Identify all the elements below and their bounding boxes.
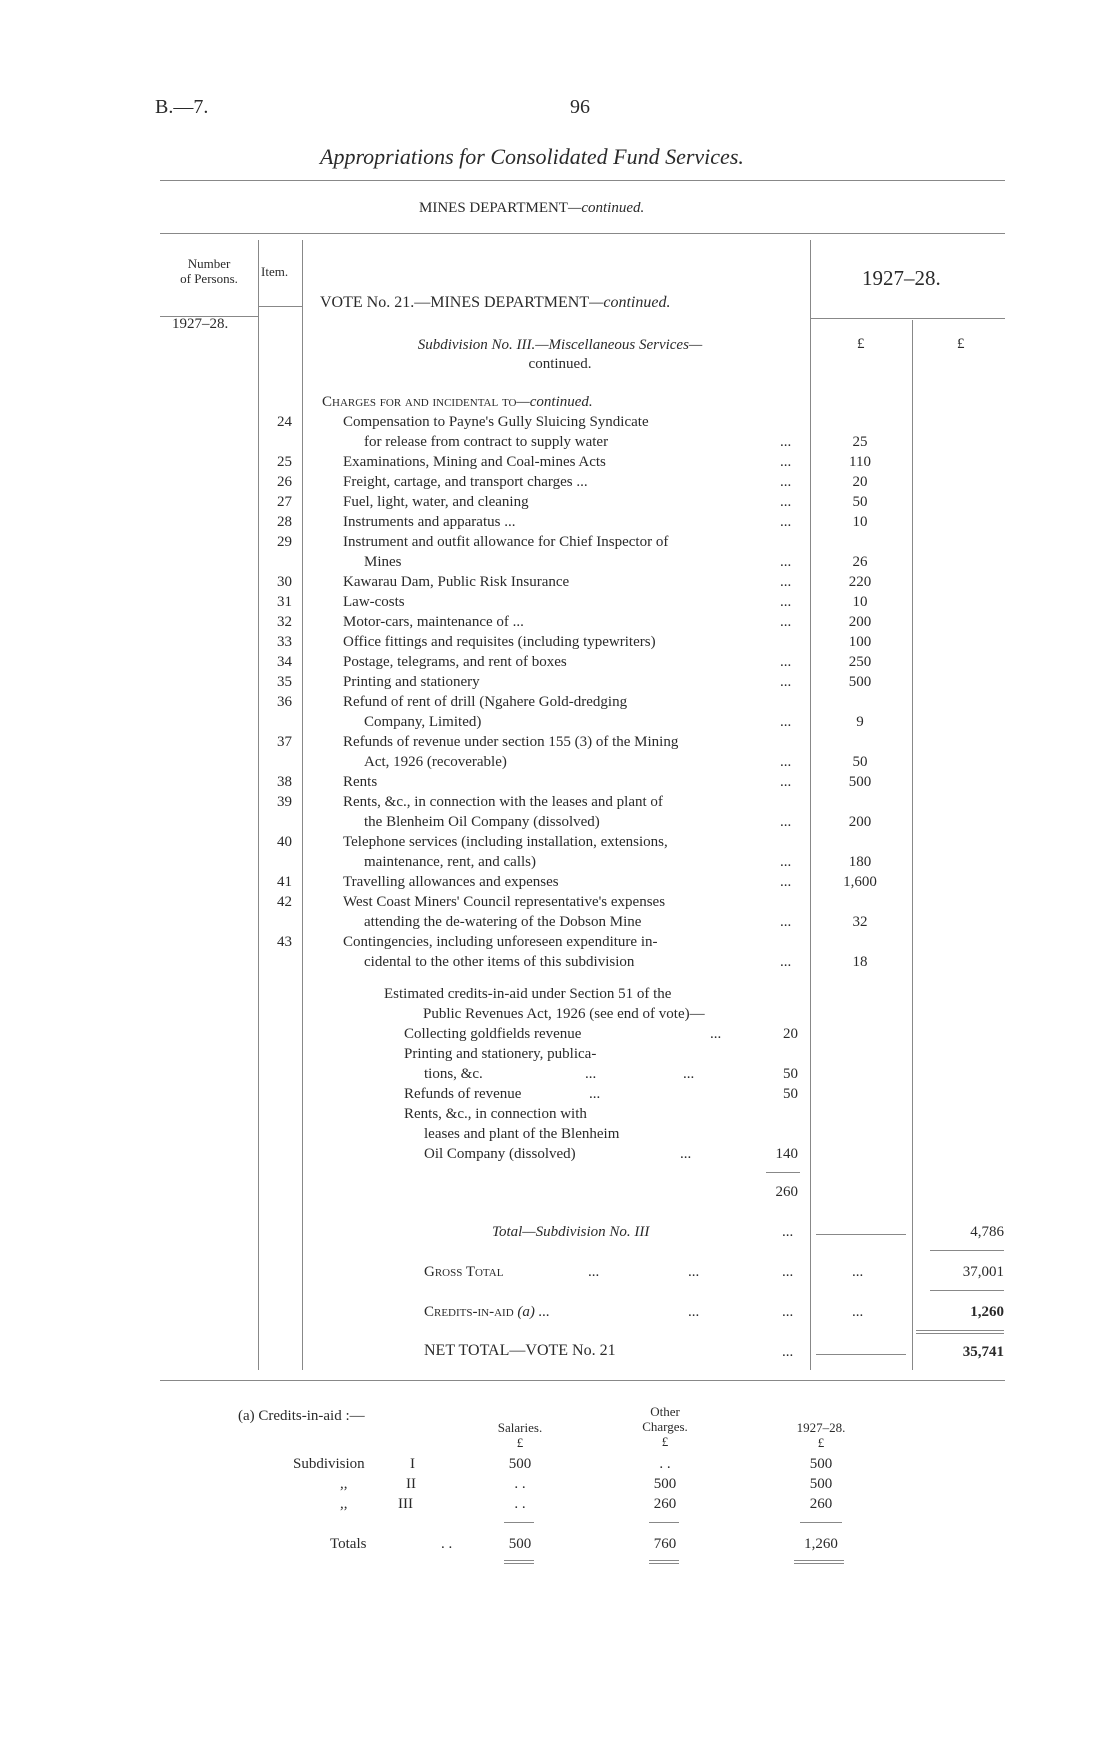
item-description: Contingencies, including unforeseen expenditure in- <box>343 934 658 950</box>
fn-row-number: II <box>406 1476 416 1492</box>
item-number: 31 <box>277 594 292 610</box>
item-number: 39 <box>277 794 292 810</box>
fn-dbl-oth-a <box>649 1560 679 1561</box>
item-number: 38 <box>277 774 292 790</box>
item-description-cont: for release from contract to supply water <box>364 434 609 450</box>
item-amount: 250 <box>848 654 872 670</box>
item-dots: ... <box>780 954 792 970</box>
credit-c-dots: ... <box>589 1086 601 1102</box>
gross-dots4: ... <box>852 1264 864 1280</box>
fn-totals-other: 760 <box>653 1536 677 1552</box>
fn-row-label: ,, <box>340 1496 348 1512</box>
persons-header <box>160 256 258 286</box>
credit-b-dots1: ... <box>585 1066 597 1082</box>
col-rule-amt2 <box>912 320 913 1370</box>
item-number: 28 <box>277 514 292 530</box>
fn-dbl-sal-b <box>504 1563 534 1564</box>
item-amount: 20 <box>852 474 868 490</box>
item-description-cont: Company, Limited) <box>364 714 482 730</box>
item-dots: ... <box>780 814 792 830</box>
item-amount: 26 <box>852 554 868 570</box>
subdivision-title: Subdivision No. III.—Miscellaneous Services— <box>417 337 703 353</box>
item-dots: ... <box>780 714 792 730</box>
credit-a-amount: 20 <box>783 1026 798 1042</box>
fn-row-total: 500 <box>809 1456 833 1472</box>
net-dots: ... <box>782 1344 794 1360</box>
credit-c-label: Refunds of revenue <box>404 1086 522 1102</box>
fn-totals-label: Totals <box>330 1536 367 1552</box>
item-description: West Coast Miners' Council representative's expenses <box>343 894 666 910</box>
item-amount: 500 <box>848 674 872 690</box>
persons-header-l2: of Persons. <box>180 271 238 286</box>
item-dots: ... <box>780 454 792 470</box>
net-dash <box>816 1354 906 1355</box>
credit-c-amount: 50 <box>783 1086 798 1102</box>
item-number: 40 <box>277 834 292 850</box>
item-number: 43 <box>277 934 292 950</box>
item-amount: 25 <box>852 434 868 450</box>
charges-heading <box>322 394 593 411</box>
item-number: 33 <box>277 634 292 650</box>
item-dots: ... <box>780 674 792 690</box>
item-description: Examinations, Mining and Coal-mines Acts <box>343 454 606 470</box>
credits-dots3: ... <box>852 1304 864 1320</box>
page-ref: B.—7. <box>155 96 209 118</box>
fn-dbl-tot-b <box>794 1563 844 1564</box>
item-number: 34 <box>277 654 292 670</box>
col-rule-item <box>302 240 303 1370</box>
credit-d-label3: Oil Company (dissolved) <box>424 1146 576 1162</box>
item-amount: 180 <box>848 854 872 870</box>
fn-pound-other: £ <box>661 1434 669 1449</box>
fn-head-salaries <box>480 1420 560 1450</box>
item-description: Office fittings and requisites (including typewriters) <box>343 634 656 650</box>
page-number: 96 <box>570 96 590 118</box>
pound-col2: £ <box>957 336 965 352</box>
fn-dbl-sal-a <box>504 1560 534 1561</box>
fn-row-salaries: 500 <box>508 1456 532 1472</box>
credits-sum-rule <box>766 1172 800 1173</box>
fn-row-total: 500 <box>809 1476 833 1492</box>
item-description: Printing and stationery <box>343 674 480 690</box>
col-rule-persons <box>258 240 259 1370</box>
item-amount: 110 <box>849 454 871 470</box>
subtotal-dash <box>816 1234 906 1235</box>
item-number: 35 <box>277 674 292 690</box>
fn-row-other: . . <box>659 1456 671 1472</box>
fn-head-salaries-text: Salaries. <box>497 1420 543 1435</box>
credit-b-label1: Printing and stationery, publica- <box>404 1046 597 1062</box>
item-number: 26 <box>277 474 292 490</box>
dept-heading <box>419 200 644 217</box>
item-dots: ... <box>780 594 792 610</box>
credit-d-label1: Rents, &c., in connection with <box>404 1106 587 1122</box>
item-amount: 500 <box>848 774 872 790</box>
persons-header-l1: Number <box>187 256 231 271</box>
item-number: 37 <box>277 734 292 750</box>
gross-dots3: ... <box>782 1264 794 1280</box>
fn-row-label: ,, <box>340 1476 348 1492</box>
gross-total-amount: 37,001 <box>962 1264 1004 1280</box>
item-description: Refund of rent of drill (Ngahere Gold-dredging <box>343 694 628 710</box>
item-description: Motor-cars, maintenance of ... <box>343 614 524 630</box>
item-dots: ... <box>780 914 792 930</box>
net-total-amount: 35,741 <box>962 1344 1004 1360</box>
item-description: Rents, &c., in connection with the leases and plant of <box>343 794 663 810</box>
fn-rule-tot <box>800 1522 842 1523</box>
item-description: Freight, cartage, and transport charges ... <box>343 474 588 490</box>
item-number: 42 <box>277 894 292 910</box>
item-number: 25 <box>277 454 292 470</box>
subtotal-dots: ... <box>782 1224 794 1240</box>
item-description: Compensation to Payne's Gully Sluicing Syndicate <box>343 414 649 430</box>
col-rule-amt1 <box>810 240 811 1370</box>
subtotal-label: Total—Subdivision No. III <box>492 1224 650 1240</box>
item-description-cont: attending the de-watering of the Dobson Mine <box>364 914 642 930</box>
credit-a-label: Collecting goldfields revenue <box>404 1026 582 1042</box>
fn-row-other: 500 <box>653 1476 677 1492</box>
credits-line1: Estimated credits-in-aid under Section 51 of the <box>384 986 672 1002</box>
fn-totals-salaries: 500 <box>508 1536 532 1552</box>
item-description: Instrument and outfit allowance for Chief Inspector of <box>343 534 669 550</box>
page-title: Appropriations for Consolidated Fund Services. <box>320 144 744 169</box>
credit-b-dots2: ... <box>683 1066 695 1082</box>
credit-b-label2: tions, &c. <box>424 1066 483 1082</box>
item-amount: 18 <box>852 954 868 970</box>
credit-d-label2: leases and plant of the Blenheim <box>424 1126 620 1142</box>
gross-rule <box>930 1290 1004 1291</box>
item-dots: ... <box>780 514 792 530</box>
item-description-cont: Mines <box>364 554 402 570</box>
item-dots: ... <box>780 874 792 890</box>
pound-col1: £ <box>857 336 865 352</box>
charges-continued: —continued. <box>516 394 593 410</box>
item-amount: 100 <box>848 634 872 650</box>
item-number: 30 <box>277 574 292 590</box>
item-dots: ... <box>780 494 792 510</box>
item-description-cont: Act, 1926 (recoverable) <box>364 754 507 770</box>
item-description: Law-costs <box>343 594 405 610</box>
subdivision-continued: continued. <box>528 356 592 372</box>
item-description-cont: the Blenheim Oil Company (dissolved) <box>364 814 600 830</box>
credit-d-amount: 140 <box>775 1146 798 1162</box>
item-description: Rents <box>343 774 378 790</box>
item-dots: ... <box>780 774 792 790</box>
dept-rule <box>160 233 1005 234</box>
item-amount: 200 <box>848 814 872 830</box>
credit-d-dots: ... <box>680 1146 692 1162</box>
item-amount: 10 <box>852 514 868 530</box>
item-dots: ... <box>780 574 792 590</box>
net-total-label: NET TOTAL—VOTE No. 21 <box>424 1342 616 1359</box>
footnote-title: (a) Credits-in-aid :— <box>238 1408 365 1424</box>
fn-rule-sal <box>504 1522 534 1523</box>
item-dots: ... <box>780 434 792 450</box>
item-description-cont: cidental to the other items of this subdivision <box>364 954 635 970</box>
credits-rule-a <box>916 1330 1004 1331</box>
gross-dots1: ... <box>588 1264 600 1280</box>
item-dots: ... <box>780 754 792 770</box>
item-number: 29 <box>277 534 292 550</box>
item-description: Telephone services (including installation, extensions, <box>343 834 668 850</box>
fn-row-other: 260 <box>653 1496 677 1512</box>
item-description-cont: maintenance, rent, and calls) <box>364 854 537 870</box>
fn-rule-oth <box>649 1522 679 1523</box>
fn-head-other-l2: Charges. <box>642 1419 688 1434</box>
vote-title: VOTE No. 21.—MINES DEPARTMENT <box>320 294 590 311</box>
item-head-rule <box>258 306 302 307</box>
item-number: 24 <box>277 414 292 430</box>
year-header: 1927–28. <box>862 266 941 290</box>
fn-head-year-text: 1927–28. <box>796 1420 846 1435</box>
item-description: Kawarau Dam, Public Risk Insurance <box>343 574 570 590</box>
item-description: Refunds of revenue under section 155 (3) of the Mining <box>343 734 679 750</box>
credits-in-aid-amount: 1,260 <box>970 1304 1004 1320</box>
fn-pound-salaries: £ <box>516 1435 524 1450</box>
item-amount: 220 <box>848 574 872 590</box>
vote-heading <box>320 294 670 312</box>
credits-rule-b <box>916 1333 1004 1334</box>
fn-row-total: 260 <box>809 1496 833 1512</box>
item-amount: 50 <box>852 754 868 770</box>
credits-dots2: ... <box>782 1304 794 1320</box>
credits-in-aid-label: Credits-in-aid <box>424 1304 514 1320</box>
dept-name: MINES DEPARTMENT <box>419 200 568 216</box>
fn-row-label: Subdivision <box>293 1456 365 1472</box>
fn-pound-year: £ <box>817 1435 825 1450</box>
vote-continued: —continued. <box>589 294 671 311</box>
item-number: 32 <box>277 614 292 630</box>
table-bottom-rule <box>160 1380 1005 1381</box>
fn-head-other <box>625 1404 705 1449</box>
item-dots: ... <box>780 474 792 490</box>
credits-sum: 260 <box>775 1184 798 1200</box>
item-dots: ... <box>780 614 792 630</box>
credit-b-amount: 50 <box>783 1066 798 1082</box>
item-description: Fuel, light, water, and cleaning <box>343 494 529 510</box>
subtotal-rule <box>930 1250 1004 1251</box>
item-amount: 1,600 <box>843 874 877 890</box>
item-dots: ... <box>780 854 792 870</box>
fn-row-salaries: . . <box>514 1476 526 1492</box>
fn-row-number: III <box>398 1496 413 1512</box>
fn-head-year <box>781 1420 861 1450</box>
item-amount: 10 <box>852 594 868 610</box>
item-description: Postage, telegrams, and rent of boxes <box>343 654 567 670</box>
persons-year: 1927–28. <box>172 316 229 332</box>
charges-title: Charges for and incidental to <box>322 394 517 410</box>
subtotal-amount: 4,786 <box>970 1224 1004 1240</box>
credits-line2: Public Revenues Act, 1926 (see end of vote)— <box>423 1006 705 1022</box>
item-dots: ... <box>780 554 792 570</box>
fn-row-salaries: . . <box>514 1496 526 1512</box>
fn-totals-year: 1,260 <box>804 1536 838 1552</box>
fn-head-other-l1: Other <box>650 1404 680 1419</box>
item-amount: 200 <box>848 614 872 630</box>
item-dots: ... <box>780 654 792 670</box>
credits-in-aid-ref: (a) ... <box>517 1304 550 1320</box>
item-header: Item. <box>261 264 289 279</box>
fn-row-number: I <box>410 1456 415 1472</box>
credits-dots1: ... <box>688 1304 700 1320</box>
title-rule <box>160 180 1005 181</box>
item-description: Travelling allowances and expenses <box>343 874 559 890</box>
item-description: Instruments and apparatus ... <box>343 514 516 530</box>
item-number: 36 <box>277 694 292 710</box>
fn-dbl-tot-a <box>794 1560 844 1561</box>
credit-a-dots: ... <box>710 1026 722 1042</box>
subdivision-heading <box>340 336 780 374</box>
credits-in-aid-heading <box>424 1304 550 1321</box>
item-number: 27 <box>277 494 292 510</box>
fn-totals-dots: . . <box>441 1536 453 1552</box>
item-amount: 32 <box>852 914 868 930</box>
year-head-rule <box>810 318 1005 319</box>
gross-total-label: Gross Total <box>424 1264 504 1280</box>
gross-dots2: ... <box>688 1264 700 1280</box>
fn-dbl-oth-b <box>649 1563 679 1564</box>
item-amount: 9 <box>856 714 864 730</box>
item-amount: 50 <box>852 494 868 510</box>
item-number: 41 <box>277 874 292 890</box>
dept-continued: —continued. <box>567 200 645 216</box>
